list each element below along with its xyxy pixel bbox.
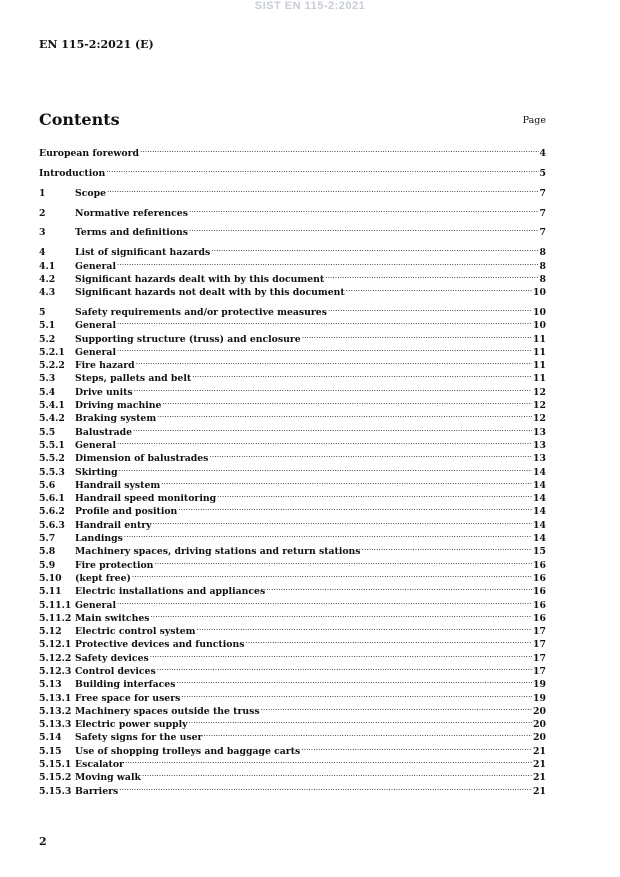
toc-entry-number: 5.1	[39, 320, 56, 332]
toc-entry-page: 12	[533, 413, 546, 425]
toc-entry-number: 5.12	[39, 626, 62, 638]
toc-entry-page: 16	[533, 586, 546, 598]
toc-entry-title: Supporting structure (truss) and enclosure	[75, 333, 301, 345]
dot-leader	[124, 528, 532, 541]
toc-entry-number: 5.3	[39, 373, 56, 385]
dot-leader	[117, 342, 532, 355]
dot-leader	[153, 514, 532, 527]
toc-entry-number: 5.11.2	[39, 612, 72, 624]
toc-entry-title: Landings	[75, 533, 123, 545]
dot-leader	[150, 647, 532, 660]
toc-entry-number: 5.6	[39, 479, 56, 491]
toc-entry-title: Building interfaces	[75, 679, 176, 691]
toc-entry-number: 5.2.1	[39, 346, 65, 358]
toc-entry-page: 12	[533, 400, 546, 412]
dot-leader	[154, 554, 532, 567]
table-of-contents	[39, 143, 546, 797]
toc-entry-number: 5.12.1	[39, 639, 72, 651]
toc-entry-page: 16	[533, 612, 546, 624]
dot-leader	[107, 183, 539, 196]
dot-leader	[125, 754, 532, 767]
toc-entry-number: 5.15.2	[39, 772, 72, 784]
toc-entry-title: Braking system	[75, 413, 157, 425]
toc-entry-number: 5.4	[39, 386, 56, 398]
toc-entry-title: Scope	[75, 187, 106, 199]
toc-entry[interactable]	[39, 202, 546, 219]
dot-leader	[197, 621, 533, 634]
toc-entry-title: Fire hazard	[75, 360, 135, 372]
toc-entry-number: 5.7	[39, 533, 56, 545]
toc-entry-title: General	[75, 320, 116, 332]
dot-leader	[119, 461, 532, 474]
dot-leader	[266, 581, 532, 594]
dot-leader	[134, 381, 532, 394]
toc-entry-title: Fire protection	[75, 559, 154, 571]
dot-leader	[162, 395, 532, 408]
toc-entry[interactable]	[39, 183, 546, 199]
toc-entry-page: 17	[533, 639, 546, 651]
toc-entry-number: 5.5.2	[39, 453, 65, 465]
toc-entry-number: 4.2	[39, 273, 56, 285]
toc-entry-number: 4.3	[39, 287, 56, 299]
toc-entry-title: Safety devices	[75, 652, 149, 664]
toc-entry-page: 21	[533, 745, 546, 757]
toc-entry-page: 11	[533, 360, 546, 372]
page-number: 2	[39, 835, 47, 848]
toc-entry-title: Moving walk	[75, 772, 141, 784]
toc-entry-title: Use of shopping trolleys and baggage carts	[75, 745, 301, 757]
toc-entry[interactable]	[39, 302, 546, 318]
toc-entry-title: Control devices	[75, 665, 156, 677]
dot-leader	[140, 143, 539, 156]
toc-entry-page: 12	[533, 386, 546, 398]
toc-entry-page: 13	[533, 439, 546, 451]
toc-entry-title: Significant hazards not dealt with by this document	[75, 287, 345, 299]
dot-leader	[302, 328, 532, 341]
dot-leader	[211, 242, 538, 255]
toc-entry-number: 5.11.1	[39, 599, 72, 611]
toc-entry-title: Machinery spaces outside the truss	[75, 705, 260, 717]
toc-entry-title: Handrail speed monitoring	[75, 493, 217, 505]
dot-leader	[209, 448, 532, 461]
toc-entry-title: Dimension of balustrades	[75, 453, 209, 465]
toc-entry-title: Machinery spaces, driving stations and return stations	[75, 546, 361, 558]
toc-entry-title: Handrail system	[75, 479, 161, 491]
toc-entry-page: 10	[533, 320, 546, 332]
toc-entry-title: General	[75, 260, 116, 272]
toc-entry-page: 13	[533, 426, 546, 438]
toc-entry[interactable]	[39, 242, 546, 259]
toc-entry-number: 4.1	[39, 260, 56, 272]
dot-leader	[117, 594, 532, 607]
watermark: SIST EN 115-2:2021	[254, 0, 366, 12]
toc-entry-title: Drive units	[75, 386, 133, 398]
dot-leader	[178, 501, 532, 514]
dot-leader	[261, 701, 532, 714]
toc-entry-number: 5.15.1	[39, 759, 72, 771]
toc-entry-number: 5.11	[39, 586, 62, 598]
toc-entry-number: 5.13.3	[39, 719, 72, 731]
toc-entry-title: (kept free)	[75, 572, 131, 584]
toc-entry-title: Escalator	[75, 759, 124, 771]
toc-entry-page: 20	[533, 732, 546, 744]
toc-entry-page: 8	[539, 260, 546, 272]
toc-entry-number: 5.14	[39, 732, 62, 744]
dot-leader	[157, 661, 532, 674]
toc-entry-title: Main switches	[75, 612, 150, 624]
dot-leader	[117, 255, 539, 268]
dot-leader	[119, 780, 532, 793]
toc-entry-number: 1	[39, 187, 46, 199]
toc-entry[interactable]	[39, 222, 546, 239]
toc-entry-number: 5.13.2	[39, 705, 72, 717]
toc-entry-number: 5.13.1	[39, 692, 72, 704]
toc-entry-title: General	[75, 439, 116, 451]
toc-entry-page: 21	[533, 759, 546, 771]
dot-leader	[161, 475, 532, 488]
dot-leader	[189, 714, 533, 727]
dot-leader	[157, 408, 532, 421]
toc-entry-page: 16	[533, 572, 546, 584]
toc-entry-title: General	[75, 346, 116, 358]
page-column-label: Page	[522, 115, 546, 126]
toc-entry-number: 5.10	[39, 572, 62, 584]
toc-entry-page: 20	[533, 719, 546, 731]
dot-leader	[192, 368, 532, 381]
toc-entry-page: 17	[533, 652, 546, 664]
toc-entry-title: European foreword	[39, 148, 139, 160]
toc-entry-page: 13	[533, 453, 546, 465]
toc-entry-title: Safety requirements and/or protective measures	[75, 306, 327, 318]
toc-entry-page: 7	[539, 207, 546, 219]
dot-leader	[117, 315, 532, 328]
toc-entry-page: 11	[533, 333, 546, 345]
dot-leader	[325, 269, 538, 282]
dot-leader	[176, 674, 532, 687]
toc-entry-title: Safety signs for the user	[75, 732, 203, 744]
toc-entry-page: 10	[533, 306, 546, 318]
dot-leader	[181, 687, 532, 700]
toc-entry-page: 14	[533, 479, 546, 491]
dot-leader	[132, 568, 532, 581]
toc-entry-number: 5.4.2	[39, 413, 65, 425]
toc-entry-title: Protective devices and functions	[75, 639, 245, 651]
toc-entry-number: 5.5	[39, 426, 56, 438]
toc-entry-title: Balustrade	[75, 426, 133, 438]
toc-entry-page: 14	[533, 493, 546, 505]
dot-leader	[217, 488, 532, 501]
dot-leader	[203, 727, 532, 740]
toc-entry-title: General	[75, 599, 116, 611]
toc-entry-page: 8	[539, 247, 546, 259]
toc-entry-page: 16	[533, 599, 546, 611]
toc-entry-number: 4	[39, 247, 46, 259]
toc-entry-title: Significant hazards dealt with by this document	[75, 273, 325, 285]
toc-entry-title: List of significant hazards	[75, 247, 211, 259]
toc-entry-page: 4	[539, 148, 546, 160]
toc-entry-title: Steps, pallets and belt	[75, 373, 192, 385]
toc-entry-number: 5.15.3	[39, 785, 72, 797]
contents-heading: Contents	[39, 110, 120, 129]
dot-leader	[301, 740, 532, 753]
toc-entry-page: 17	[533, 665, 546, 677]
dot-leader	[189, 222, 539, 235]
toc-entry-page: 21	[533, 785, 546, 797]
toc-entry-page: 5	[539, 168, 546, 180]
dot-leader	[150, 608, 532, 621]
dot-leader	[245, 634, 532, 647]
dot-leader	[106, 163, 538, 176]
toc-entry-number: 5.13	[39, 679, 62, 691]
dot-leader	[189, 202, 539, 215]
toc-entry-number: 5.15	[39, 745, 62, 757]
toc-entry-page: 11	[533, 373, 546, 385]
toc-entry-number: 2	[39, 207, 46, 219]
dot-leader	[136, 355, 532, 368]
toc-entry-number: 5.6.3	[39, 519, 65, 531]
toc-entry-title: Electric installations and appliances	[75, 586, 266, 598]
toc-entry-title: Handrail entry	[75, 519, 152, 531]
toc-entry-page: 14	[533, 533, 546, 545]
toc-entry-page: 10	[533, 287, 546, 299]
dot-leader	[133, 421, 532, 434]
toc-entry-number: 5.6.2	[39, 506, 65, 518]
toc-entry-page: 14	[533, 466, 546, 478]
toc-entry[interactable]	[39, 143, 546, 160]
toc-entry-title: Electric control system	[75, 626, 196, 638]
toc-entry-title: Driving machine	[75, 400, 162, 412]
toc-entry-number: 5.5.3	[39, 466, 65, 478]
toc-entry-title: Free space for users	[75, 692, 181, 704]
toc-entry-page: 14	[533, 519, 546, 531]
toc-entry-page: 19	[533, 692, 546, 704]
toc-entry-page: 7	[539, 227, 546, 239]
toc-entry-number: 5.2.2	[39, 360, 65, 372]
document-id: EN 115-2:2021 (E)	[39, 38, 154, 51]
dot-leader	[346, 282, 532, 295]
toc-entry-page: 20	[533, 705, 546, 717]
toc-entry-number: 5.8	[39, 546, 56, 558]
toc-entry-page: 17	[533, 626, 546, 638]
toc-entry-page: 14	[533, 506, 546, 518]
toc-entry-number: 5.9	[39, 559, 56, 571]
toc-entry-title: Introduction	[39, 168, 106, 180]
toc-entry-page: 19	[533, 679, 546, 691]
toc-entry-title: Profile and position	[75, 506, 178, 518]
toc-entry-number: 5.12.3	[39, 665, 72, 677]
toc-entry-number: 5	[39, 306, 46, 318]
toc-entry-number: 5.6.1	[39, 493, 65, 505]
toc-entry-title: Barriers	[75, 785, 119, 797]
toc-entry-page: 15	[533, 546, 546, 558]
dot-leader	[362, 541, 533, 554]
toc-entry-page: 7	[539, 187, 546, 199]
toc-entry-number: 3	[39, 227, 46, 239]
toc-entry[interactable]	[39, 163, 546, 180]
dot-leader	[117, 435, 532, 448]
toc-entry-title: Electric power supply	[75, 719, 188, 731]
dot-leader	[142, 767, 532, 780]
toc-entry-page: 8	[539, 273, 546, 285]
toc-entry-title: Terms and definitions	[75, 227, 188, 239]
toc-entry-title: Skirting	[75, 466, 118, 478]
toc-entry-page: 11	[533, 346, 546, 358]
toc-entry-page: 16	[533, 559, 546, 571]
dot-leader	[328, 302, 532, 315]
toc-entry-number: 5.5.1	[39, 439, 65, 451]
toc-entry-number: 5.4.1	[39, 400, 65, 412]
toc-entry-number: 5.2	[39, 333, 56, 345]
toc-entry-title: Normative references	[75, 207, 188, 219]
toc-entry-page: 21	[533, 772, 546, 784]
toc-entry-number: 5.12.2	[39, 652, 72, 664]
